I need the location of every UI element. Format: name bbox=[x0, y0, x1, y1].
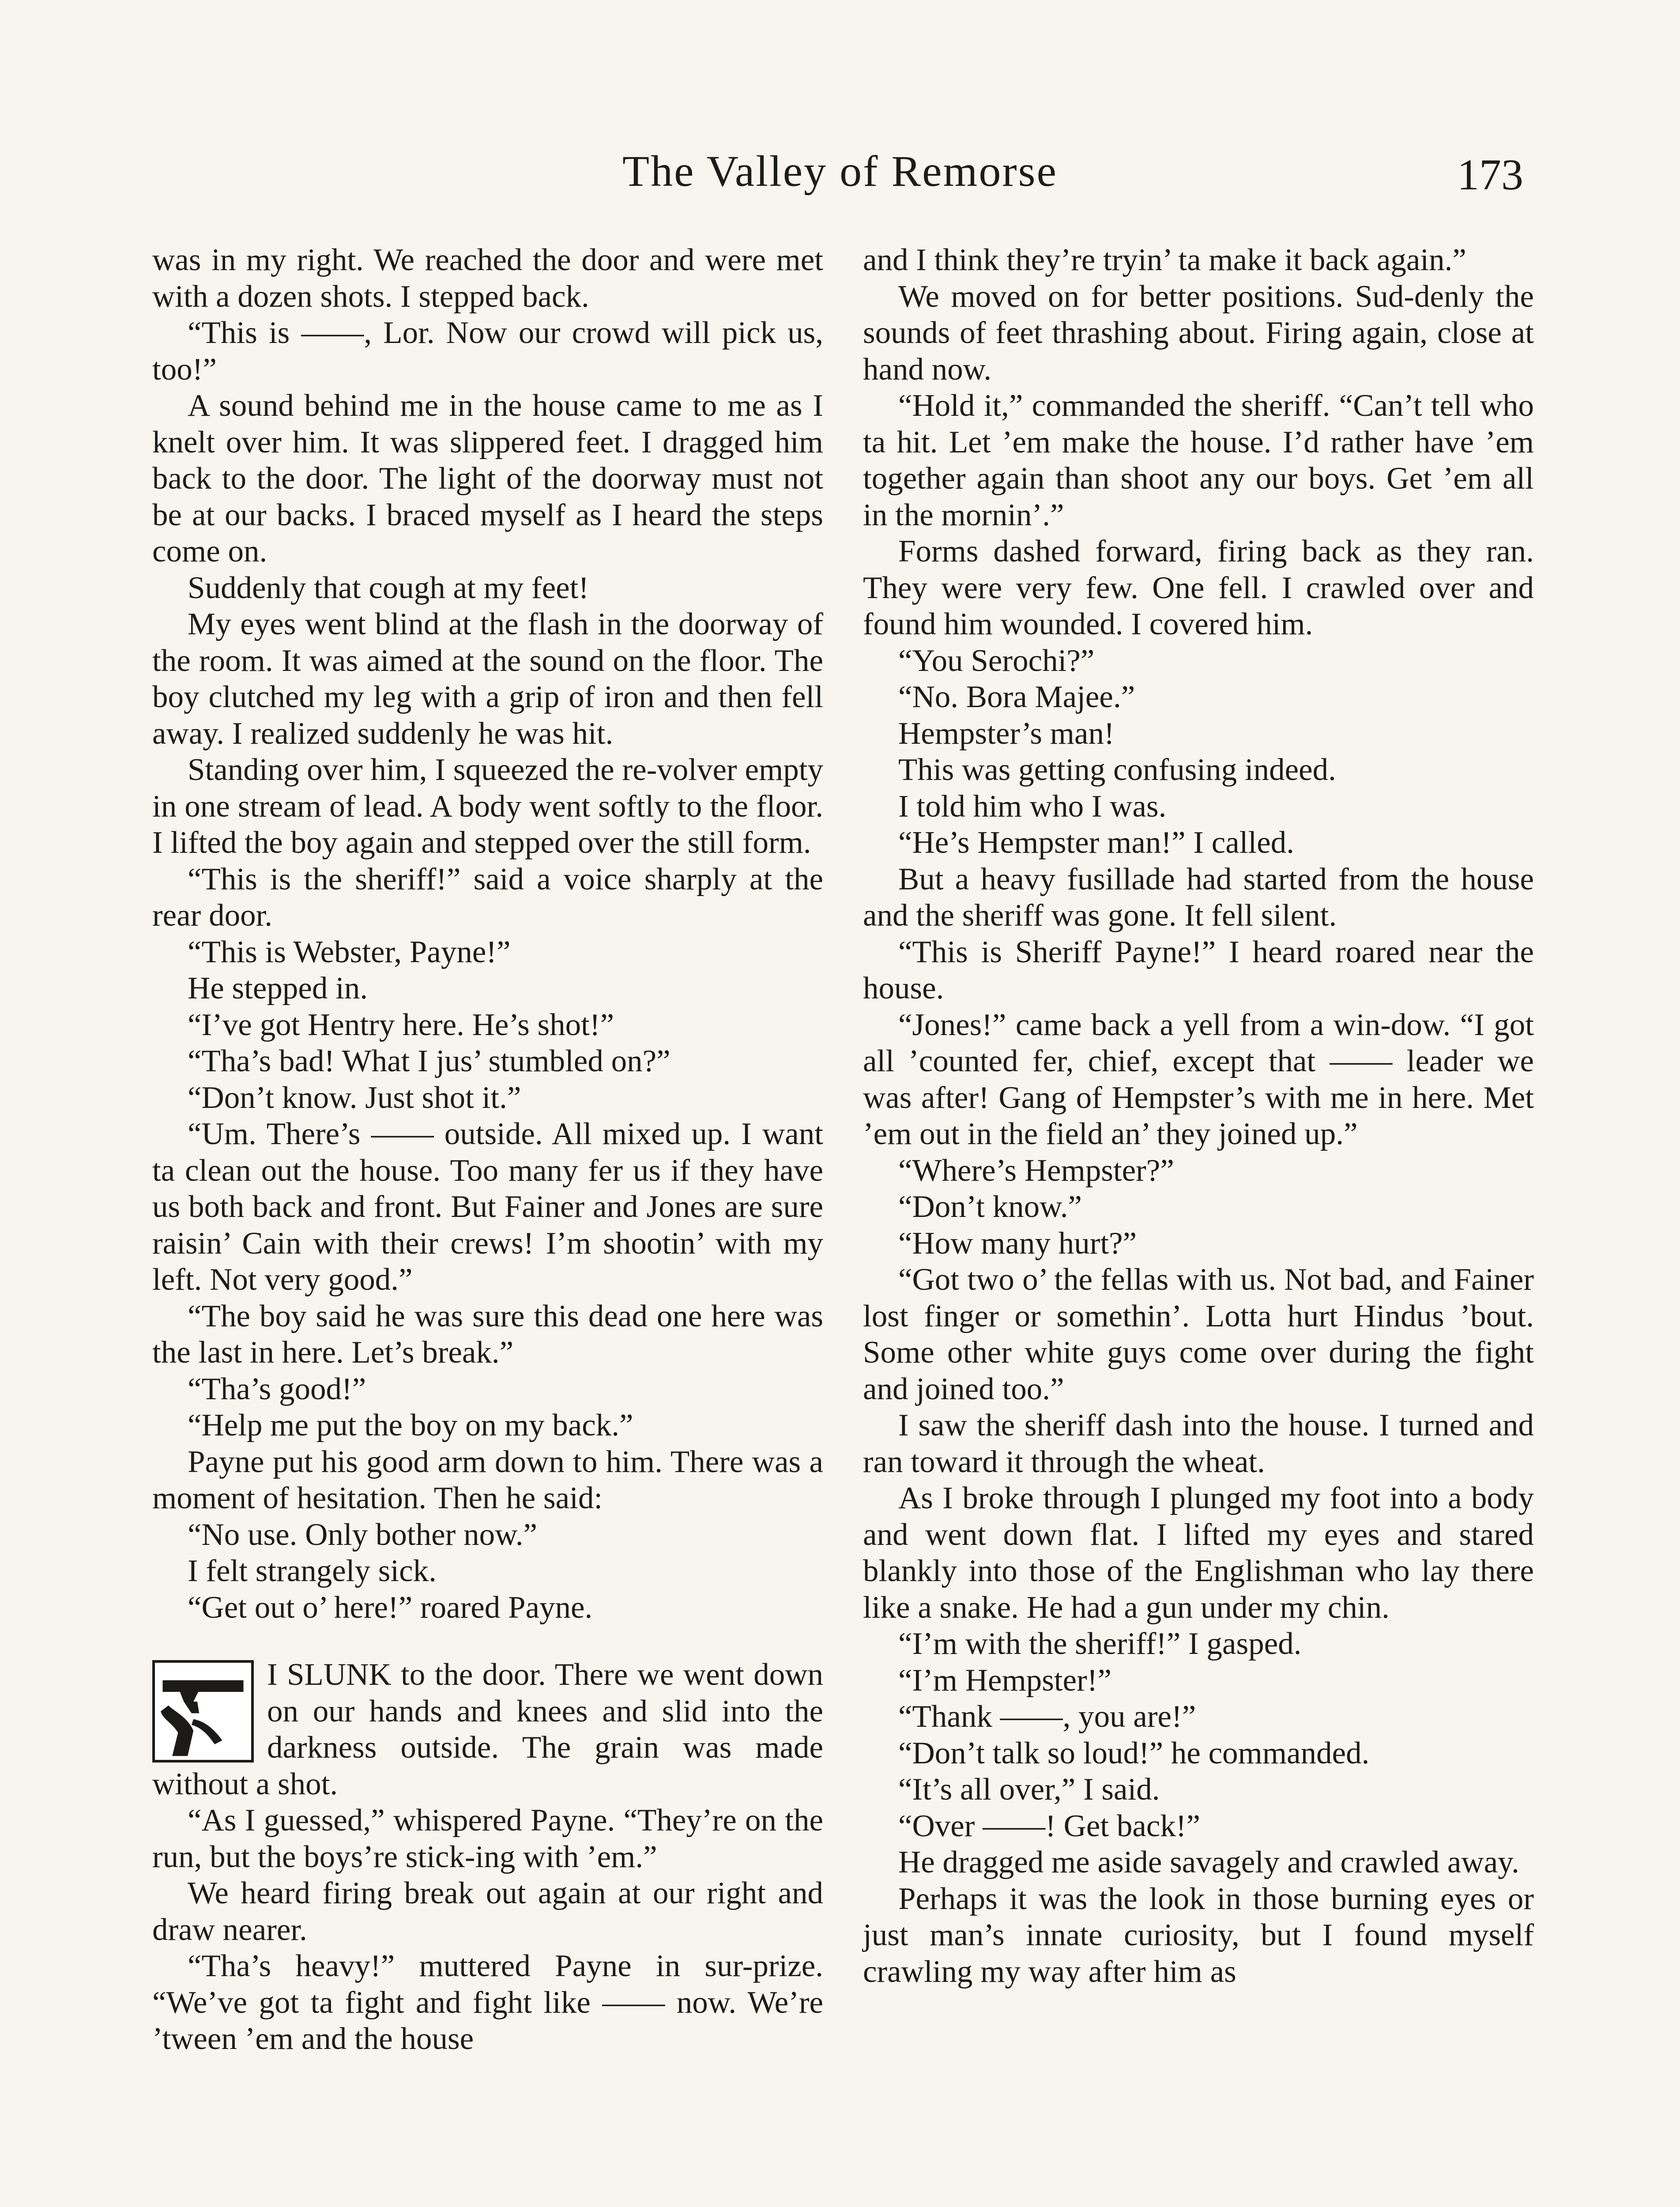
dropcap-paragraph-text: I SLUNK to the door. There we went down on our hands and knees and slid into the darkness outside. The grain was made without a shot. bbox=[152, 1657, 823, 1801]
paragraph: “It’s all over,” I said. bbox=[898, 1772, 1160, 1807]
paragraph: A sound behind me in the house came to me as I knelt over him. It was slippered feet. I dragged him back to the door. The light of the doorway must not be at our backs. I braced myself as I heard the steps come on. bbox=[152, 388, 823, 569]
right-paragraphs bbox=[863, 242, 1534, 1990]
paragraph: “Um. There’s —— outside. All mixed up. I want ta clean out the house. Too many fer us if they have us both back and front. But Fainer and Jones are sure raisin’ Cain with their crews! I’m shootin’ with my left. Not very good.” bbox=[152, 1117, 823, 1297]
paragraph: He dragged me aside savagely and crawled away. bbox=[898, 1845, 1519, 1879]
paragraph: “This is Sheriff Payne!” I heard roared near the house. bbox=[863, 934, 1534, 1006]
paragraph: Hempster’s man! bbox=[898, 716, 1115, 751]
paragraph: “I’ve got Hentry here. He’s shot!” bbox=[188, 1007, 614, 1042]
paragraph: was in my right. We reached the door and were met with a dozen shots. I stepped back. bbox=[152, 243, 823, 314]
paragraph: “As I guessed,” whispered Payne. “They’re on the run, but the boys’re stick-ing with ’em.” bbox=[152, 1803, 823, 1874]
left-paragraphs-after bbox=[152, 1802, 823, 2057]
paragraph: “Get out o’ here!” roared Payne. bbox=[188, 1590, 593, 1625]
paragraph: “How many hurt?” bbox=[898, 1226, 1137, 1261]
paragraph: “This is Webster, Payne!” bbox=[188, 934, 511, 969]
paragraph: “Don’t know.” bbox=[898, 1190, 1082, 1224]
paragraph: I saw the sheriff dash into the house. I turned and ran toward it through the wheat. bbox=[863, 1408, 1534, 1479]
paragraph: I felt strangely sick. bbox=[188, 1554, 437, 1588]
right-text-column bbox=[863, 242, 1534, 1990]
paragraph: Payne put his good arm down to him. There was a moment of hesitation. Then he said: bbox=[152, 1444, 823, 1515]
paragraph: As I broke through I plunged my foot into a body and went down flat. I lifted my eyes and stared blankly into those of the Englishman who lay there like a snake. He had a gun under my chin. bbox=[863, 1481, 1534, 1625]
paragraph: Standing over him, I squeezed the re-volver empty in one stream of lead. A body went softly to the floor. I lifted the boy again and stepped over the still form. bbox=[152, 753, 823, 860]
paragraph: “Tha’s good!” bbox=[188, 1371, 366, 1406]
running-title: The Valley of Remorse bbox=[622, 147, 1058, 196]
left-text-column bbox=[152, 242, 823, 2057]
paragraph: “Tha’s bad! What I jus’ stumbled on?” bbox=[188, 1044, 670, 1078]
paragraph: “No. Bora Majee.” bbox=[898, 680, 1135, 714]
paragraph: This was getting confusing indeed. bbox=[898, 753, 1336, 787]
paragraph: “Don’t know. Just shot it.” bbox=[188, 1080, 521, 1115]
paragraph: Forms dashed forward, firing back as they ran. They were very few. One fell. I crawled over and found him wounded. I covered him. bbox=[863, 534, 1534, 641]
revolver-illustration-icon bbox=[152, 1660, 254, 1763]
paragraph: “Tha’s heavy!” muttered Payne in sur-prize. “We’ve got ta fight and fight like —— now. We’re ’tween ’em and the house bbox=[152, 1949, 823, 2056]
paragraph: “Hold it,” commanded the sheriff. “Can’t tell who ta hit. Let ’em make the house. I’d rather have ’em together again than shoot any our boys. Get ’em all in the mornin’.” bbox=[863, 388, 1534, 532]
paragraph: “The boy said he was sure this dead one here was the last in here. Let’s break.” bbox=[152, 1299, 823, 1370]
paragraph: “Got two o’ the fellas with us. Not bad, and Fainer lost finger or somethin’. Lotta hurt Hindus ’bout. Some other white guys come over during the fight and joined too.” bbox=[863, 1262, 1534, 1406]
paragraph: Perhaps it was the look in those burning eyes or just man’s innate curiosity, but I found myself crawling my way after him as bbox=[863, 1881, 1534, 1989]
paragraph: “He’s Hempster man!” I called. bbox=[898, 825, 1294, 860]
paragraph: But a heavy fusillade had started from the house and the sheriff was gone. It fell silent. bbox=[863, 862, 1534, 933]
left-paragraphs bbox=[152, 242, 823, 1626]
section-break bbox=[152, 1626, 823, 1657]
paragraph: “Thank ——, you are!” bbox=[898, 1699, 1196, 1734]
paragraph: “This is the sheriff!” said a voice sharply at the rear door. bbox=[152, 862, 823, 933]
paragraph: I told him who I was. bbox=[898, 789, 1167, 824]
page-number: 173 bbox=[1457, 150, 1523, 199]
paragraph: We moved on for better positions. Sud-denly the sounds of feet thrashing about. Firing again, close at hand now. bbox=[863, 279, 1534, 387]
paragraph: “I’m Hempster!” bbox=[898, 1663, 1111, 1698]
paragraph: He stepped in. bbox=[188, 971, 368, 1006]
paragraph: “Help me put the boy on my back.” bbox=[188, 1408, 633, 1442]
page-header bbox=[0, 146, 1680, 203]
paragraph: “Don’t talk so loud!” he commanded. bbox=[898, 1736, 1370, 1770]
paragraph: We heard firing break out again at our right and draw nearer. bbox=[152, 1876, 823, 1947]
paragraph: “Where’s Hempster?” bbox=[898, 1153, 1174, 1188]
paragraph: My eyes went blind at the flash in the doorway of the room. It was aimed at the sound on the floor. The boy clutched my leg with a grip of iron and then fell away. I realized suddenly he was hit. bbox=[152, 607, 823, 751]
paragraph: “You Serochi?” bbox=[898, 643, 1095, 678]
paragraph: “Jones!” came back a yell from a win-dow. “I got all ’counted fer, chief, except that —— leader we was after! Gang of Hempster’s with me in here. Met ’em out in the field an’ they joined up.” bbox=[863, 1007, 1534, 1151]
paragraph: “I’m with the sheriff!” I gasped. bbox=[898, 1627, 1302, 1661]
paragraph: “Over ——! Get back!” bbox=[898, 1808, 1201, 1843]
paragraph: Suddenly that cough at my feet! bbox=[188, 570, 589, 605]
paragraph: “This is ——, Lor. Now our crowd will pick us, too!” bbox=[152, 316, 823, 387]
dropcap-paragraph bbox=[152, 1657, 823, 1802]
paragraph: “No use. Only bother now.” bbox=[188, 1517, 537, 1552]
paragraph: and I think they’re tryin’ ta make it back again.” bbox=[863, 243, 1466, 277]
